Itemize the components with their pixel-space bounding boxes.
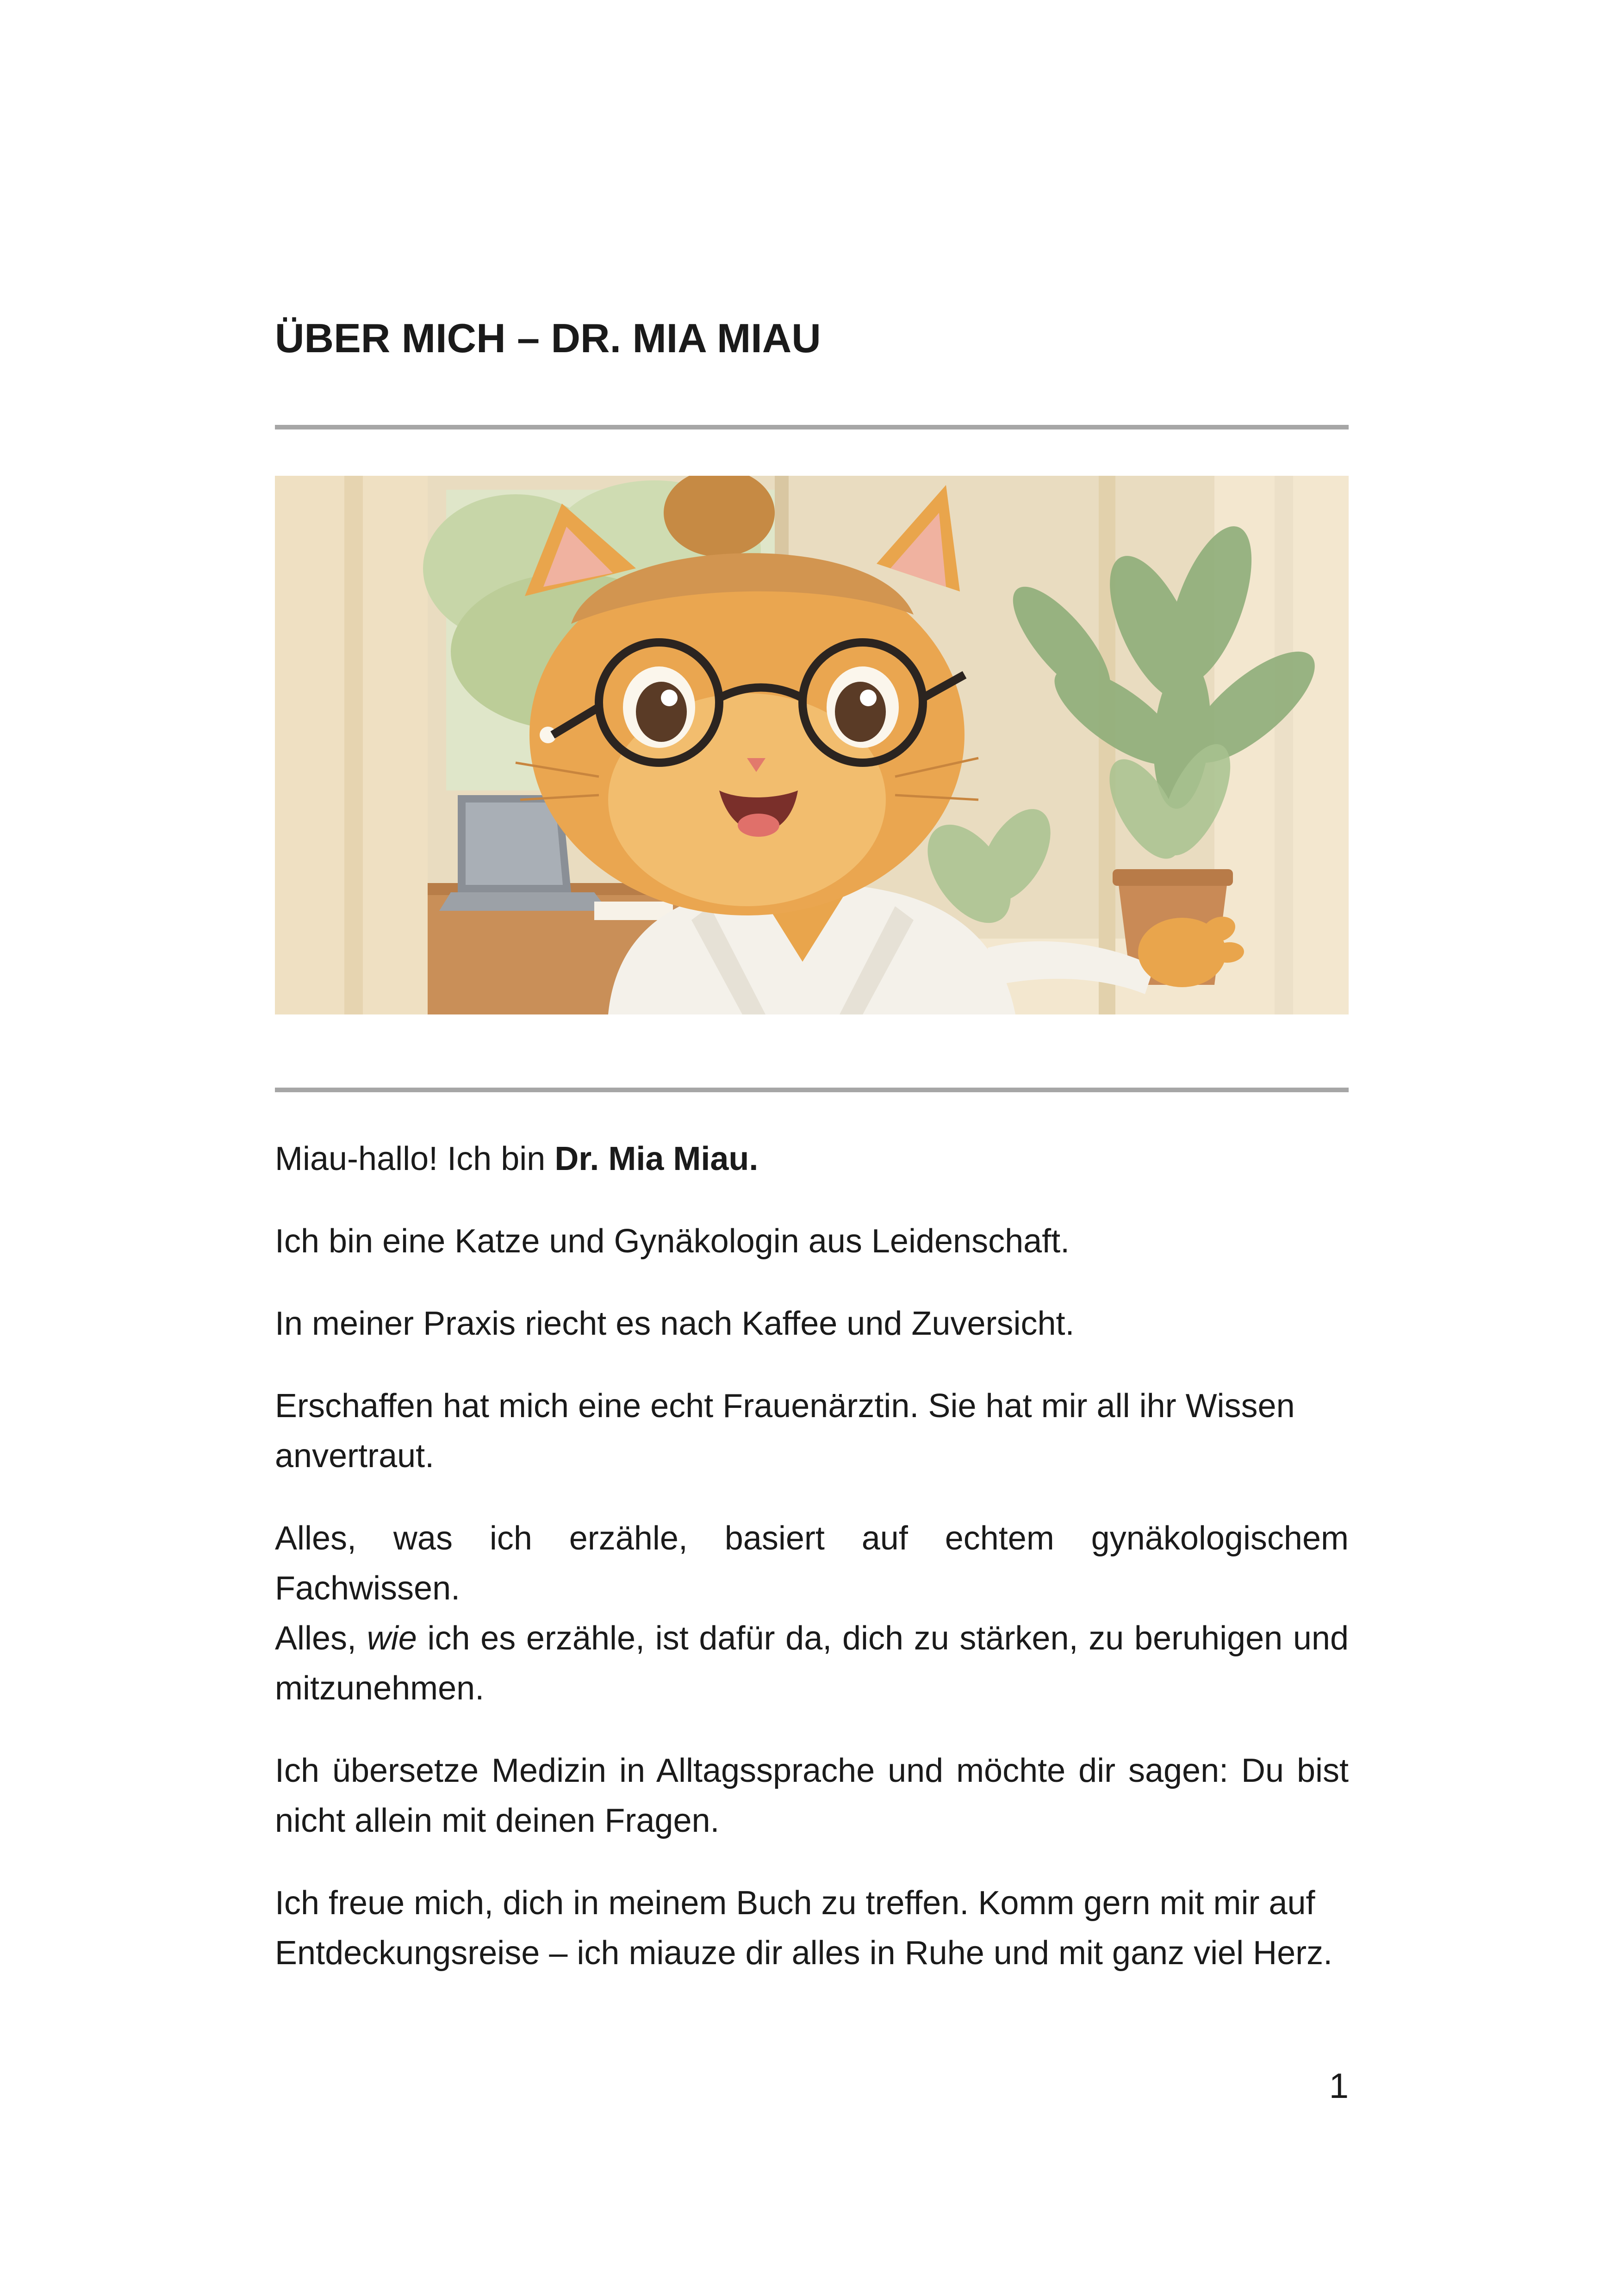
paragraph-5: Ich übersetze Medizin in Alltagssprache und möchte dir sagen: Du bist nicht allein mit deinen Fragen. <box>275 1752 1349 1839</box>
paragraph-6: Ich freue mich, dich in meinem Buch zu treffen. Komm gern mit mir auf Entdeckungsreise – ich miauze dir alles in Ruhe und mit ganz viel Herz. <box>275 1885 1333 1972</box>
paragraph-4b-start: Alles, <box>275 1620 367 1657</box>
top-divider <box>275 425 1349 429</box>
page-title: ÜBER MICH – DR. MIA MIAU <box>275 315 821 361</box>
paragraph-2: In meiner Praxis riecht es nach Kaffee und Zuversicht. <box>275 1305 1075 1342</box>
intro-name: Dr. Mia Miau. <box>554 1140 759 1177</box>
doctor-cat-illustration <box>275 476 1349 1014</box>
paragraph-1: Ich bin eine Katze und Gynäkologin aus Leidenschaft. <box>275 1223 1070 1260</box>
paragraph-4b-emphasis: wie <box>367 1620 417 1657</box>
page-number: 1 <box>1329 2066 1349 2106</box>
paragraph-4b <box>275 1613 1349 1713</box>
paragraph-4a: Alles, was ich erzähle, basiert auf echtem gynäkologischem Fachwissen. <box>275 1520 1349 1607</box>
bottom-divider <box>275 1088 1349 1092</box>
paragraph-4b-end: ich es erzähle, ist dafür da, dich zu stärken, zu beruhigen und mitzunehmen. <box>275 1620 1349 1707</box>
intro-greeting: Miau-hallo! Ich bin <box>275 1140 555 1177</box>
intro-paragraph <box>275 1134 1349 1184</box>
paragraph-3: Erschaffen hat mich eine echt Frauenärztin. Sie hat mir all ihr Wissen anvertraut. <box>275 1388 1295 1475</box>
